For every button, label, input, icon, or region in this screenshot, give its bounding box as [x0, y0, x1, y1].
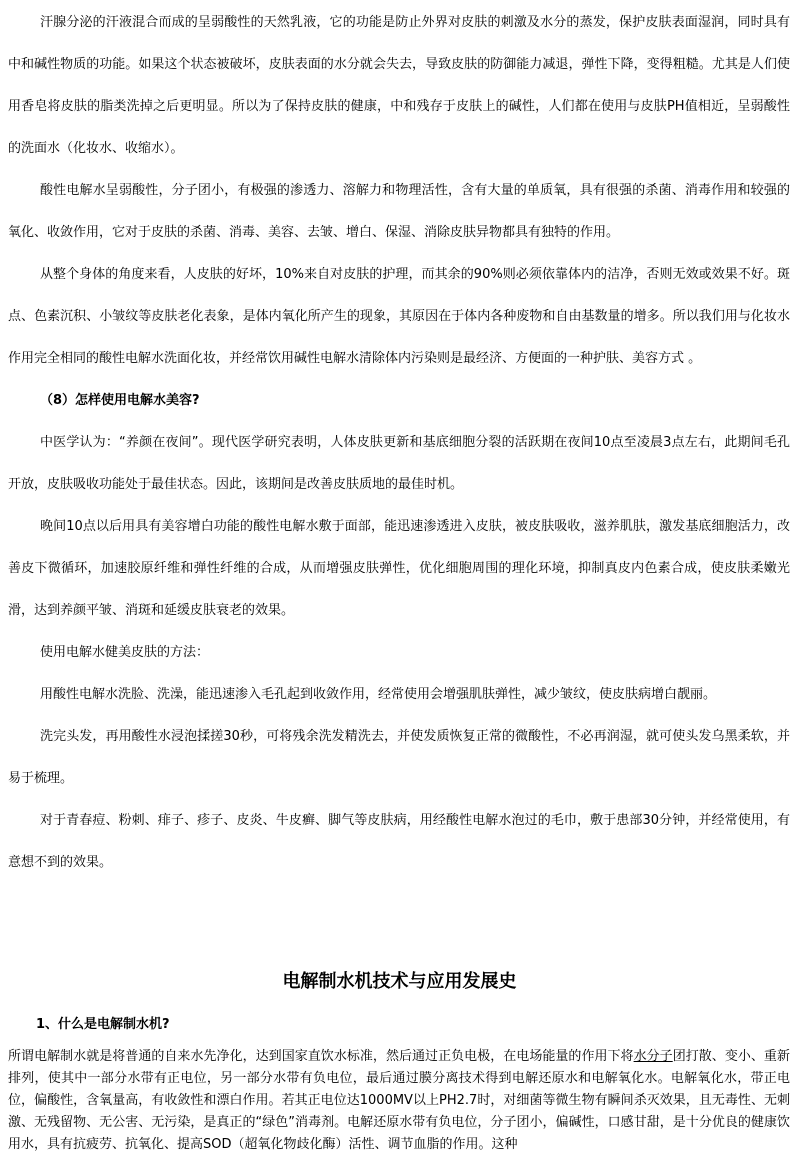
paragraph: 洗完头发，再用酸性水浸泡揉搓30秒，可将残余洗发精洗去，并使发质恢复正常的微酸性，不必再润湿，就可使头发乌黑柔软，并易于梳理。: [8, 729, 790, 786]
article1-section-a: [8, 2, 790, 884]
section-heading: （8）怎样使用电解水美容?: [40, 393, 200, 408]
paragraph: [8, 1046, 790, 1156]
body-text: 团打散、变小、重新排列，使其中一部分水带有正电位，另一部分水带有负电位，最后通过膜分离技术得到电解还原水和电解氧化水。电解氧化水，带正电位，偏酸性，含氧量高，有收敛性和漂白作用。若其正电位达1000MV以上PH2.7时，对细菌等微生物有瞬间杀灭效果，且无毒性、无刺激、无残留物、无公害、无污染，是真正的“绿色”消毒剂。电解还原水带有负电位，分子团小，偏碱性，口感甘甜，是十分优良的健康饮用水，具有抗疲劳、抗氧化、提高SOD（超氧化物歧化酶）活性、调节血脂的作用。这种: [8, 1049, 790, 1152]
water-molecule-link[interactable]: 水分子: [633, 1049, 673, 1064]
paragraph: 晚间10点以后用具有美容增白功能的酸性电解水敷于面部，能迅速渗透进入皮肤，被皮肤吸收，滋养肌肤，激发基底细胞活力，改善皮下微循环，加速胶原纤维和弹性纤维的合成，从而增强皮肤弹性，优化细胞周围的理化环境，抑制真皮内色素合成，使皮肤柔嫩光滑，达到养颜平皱、消斑和延缓皮肤衰老的效果。: [8, 519, 790, 618]
paragraph: 中医学认为：“养颜在夜间”。现代医学研究表明，人体皮肤更新和基底细胞分裂的活跃期在夜间10点至凌晨3点左右，此期间毛孔开放，皮肤吸收功能处于最佳状态。因此，该期间是改善皮肤质地的最佳时机。: [8, 435, 790, 492]
body-text: 所谓电解制水就是将普通的自来水先净化，达到国家直饮水标准，然后通过正负电极，在电场能量的作用下将: [8, 1049, 634, 1064]
section-heading: 1、什么是电解制水机?: [36, 1017, 170, 1032]
paragraph: 从整个身体的角度来看，人皮肤的好坏，10%来自对皮肤的护理，而其余的90%则必须依靠体内的洁净，否则无效或效果不好。斑点、色素沉积、小皱纹等皮肤老化表象，是体内氧化所产生的现象，其原因在于体内各种废物和自由基数量的增多。所以我们用与化妆水作用完全相同的酸性电解水洗面化妆，并经常饮用碱性电解水清除体内污染则是最经济、方便面的一种护肤、美容方式 。: [8, 267, 790, 366]
paragraph: 使用电解水健美皮肤的方法：: [40, 645, 210, 660]
article-title: 电解制水机技术与应用发展史: [282, 971, 517, 992]
paragraph: 汗腺分泌的汗液混合而成的呈弱酸性的天然乳液，它的功能是防止外界对皮肤的刺激及水分的蒸发，保护皮肤表面湿润，同时具有中和碱性物质的功能。如果这个状态被破坏，皮肤表面的水分就会失去，导致皮肤的防御能力减退，弹性下降，变得粗糙。尤其是人们使用香皂将皮肤的脂类洗掉之后更明显。所以为了保持皮肤的健康，中和残存于皮肤上的碱性，人们都在使用与皮肤PH值相近，呈弱酸性的洗面水（化妆水、收缩水）。: [8, 15, 790, 156]
paragraph: 酸性电解水呈弱酸性，分子团小，有极强的渗透力、溶解力和物理活性，含有大量的单质氧，具有很强的杀菌、消毒作用和较强的氧化、收敛作用，它对于皮肤的杀菌、消毒、美容、去皱、增白、保湿、消除皮肤异物都具有独特的作用。: [8, 183, 790, 240]
article2-section: [8, 1012, 790, 1156]
paragraph: 对于青春痘、粉刺、痱子、疹子、皮炎、牛皮癣、脚气等皮肤病，用经酸性电解水泡过的毛巾，敷于患部30分钟，并经常使用，有意想不到的效果。: [8, 813, 790, 870]
paragraph: 用酸性电解水洗脸、洗澡，能迅速渗入毛孔起到收敛作用，经常使用会增强肌肤弹性，减少皱纹，使皮肤病增白靓丽。: [40, 687, 717, 702]
